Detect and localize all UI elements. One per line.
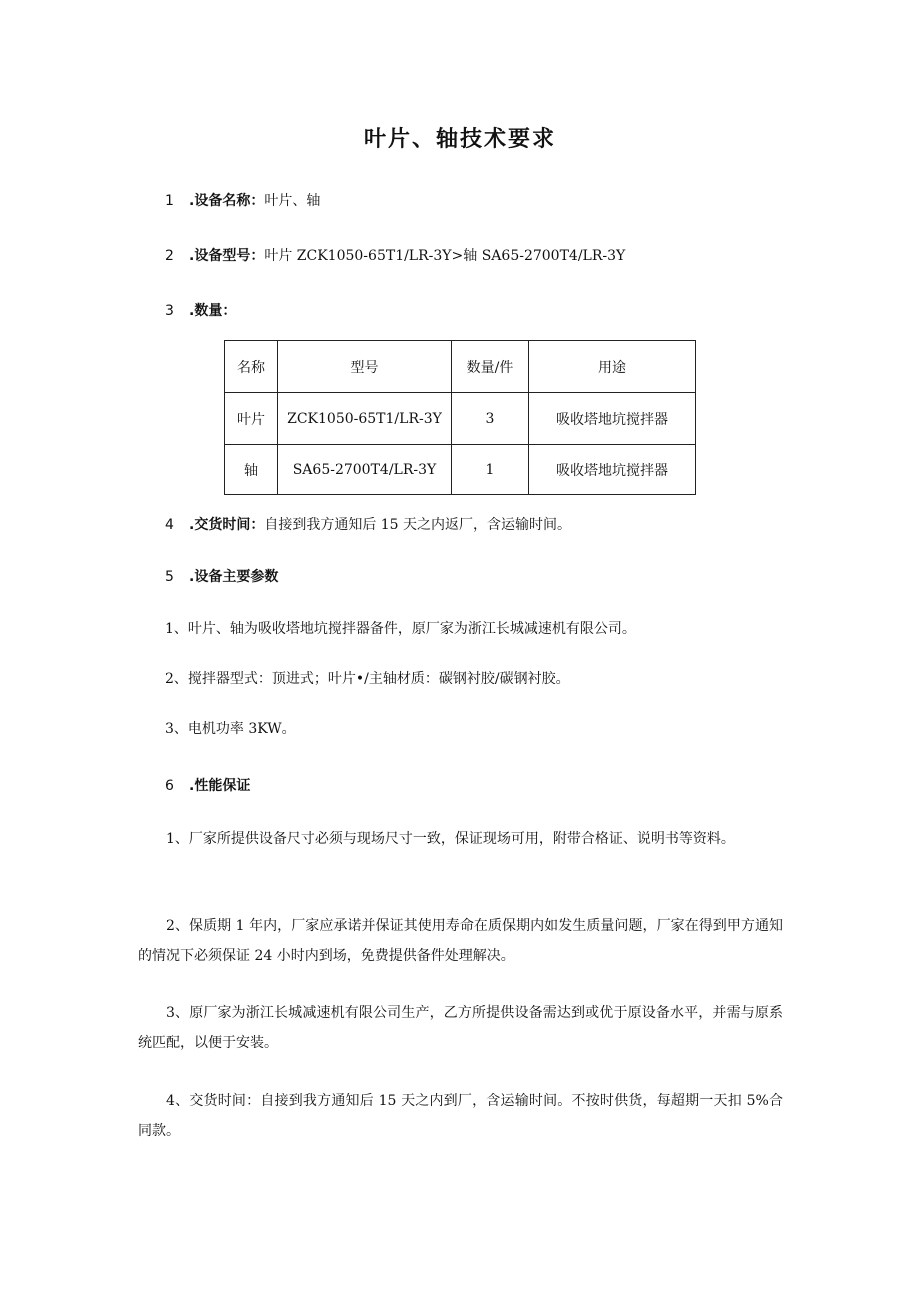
header-qty: 数量/件 bbox=[452, 341, 529, 393]
cell-model: ZCK1050-65T1/LR-3Y bbox=[278, 393, 452, 445]
param-item: 2、搅拌器型式：顶进式；叶片•/主轴材质：碳钢衬胶/碳钢衬胶。 bbox=[165, 671, 570, 687]
table-row bbox=[225, 393, 696, 445]
section-number: 1 bbox=[165, 193, 174, 209]
section-label: .设备型号： bbox=[189, 248, 265, 264]
device-name-value: 叶片、轴 bbox=[264, 193, 321, 209]
guarantee-item: 1、厂家所提供设备尺寸必须与现场尺寸一致，保证现场可用，附带合格证、说明书等资料。 bbox=[166, 831, 735, 847]
section-number: 3 bbox=[165, 303, 174, 319]
cell-qty: 1 bbox=[452, 445, 529, 495]
section-label: .设备主要参数 bbox=[189, 569, 279, 585]
section-number: 4 bbox=[165, 517, 174, 533]
section-number: 6 bbox=[165, 778, 174, 794]
table-header-row bbox=[225, 341, 696, 393]
param-item: 1、叶片、轴为吸收塔地坑搅拌器备件，原厂家为浙江长城减速机有限公司。 bbox=[165, 621, 636, 637]
page-title: 叶片、轴技术要求 bbox=[363, 127, 556, 152]
header-model: 型号 bbox=[278, 341, 452, 393]
section-label: .设备名称： bbox=[189, 193, 265, 209]
guarantee-item: 3、原厂家为浙江长城减速机有限公司生产，乙方所提供设备需达到或优于原设备水平，并需与原系统匹配，以便于安装。 bbox=[138, 1005, 783, 1051]
delivery-time-value: 自接到我方通知后 15 天之内返厂，含运输时间。 bbox=[264, 517, 572, 533]
cell-use: 吸收塔地坑搅拌器 bbox=[529, 445, 696, 495]
cell-name: 叶片 bbox=[225, 393, 278, 445]
section-label: .数量： bbox=[189, 303, 237, 319]
header-use: 用途 bbox=[529, 341, 696, 393]
section-number: 2 bbox=[165, 248, 174, 264]
section-device-model bbox=[165, 245, 625, 265]
section-number: 5 bbox=[165, 569, 174, 585]
section-delivery-time bbox=[165, 514, 571, 534]
param-item: 3、电机功率 3KW。 bbox=[165, 721, 296, 737]
section-main-params bbox=[165, 566, 278, 586]
section-performance-guarantee bbox=[165, 775, 250, 795]
cell-qty: 3 bbox=[452, 393, 529, 445]
cell-use: 吸收塔地坑搅拌器 bbox=[529, 393, 696, 445]
table-row bbox=[225, 445, 696, 495]
device-model-value: 叶片 ZCK1050-65T1/LR-3Y>轴 SA65-2700T4/LR-3Y bbox=[264, 248, 626, 264]
cell-model: SA65-2700T4/LR-3Y bbox=[278, 445, 452, 495]
section-device-name bbox=[165, 190, 320, 210]
quantity-table bbox=[224, 340, 696, 495]
section-label: .性能保证 bbox=[189, 778, 251, 794]
section-label: .交货时间： bbox=[189, 517, 265, 533]
guarantee-item: 4、交货时间：自接到我方通知后 15 天之内到厂，含运输时间。不按时供货，每超期一天扣 5%合同款。 bbox=[138, 1093, 783, 1139]
guarantee-item: 2、保质期 1 年内，厂家应承诺并保证其使用寿命在质保期内如发生质量问题，厂家在得到甲方通知的情况下必须保证 24 小时内到场，免费提供备件处理解决。 bbox=[138, 918, 783, 964]
cell-name: 轴 bbox=[225, 445, 278, 495]
section-quantity bbox=[165, 300, 236, 320]
header-name: 名称 bbox=[225, 341, 278, 393]
